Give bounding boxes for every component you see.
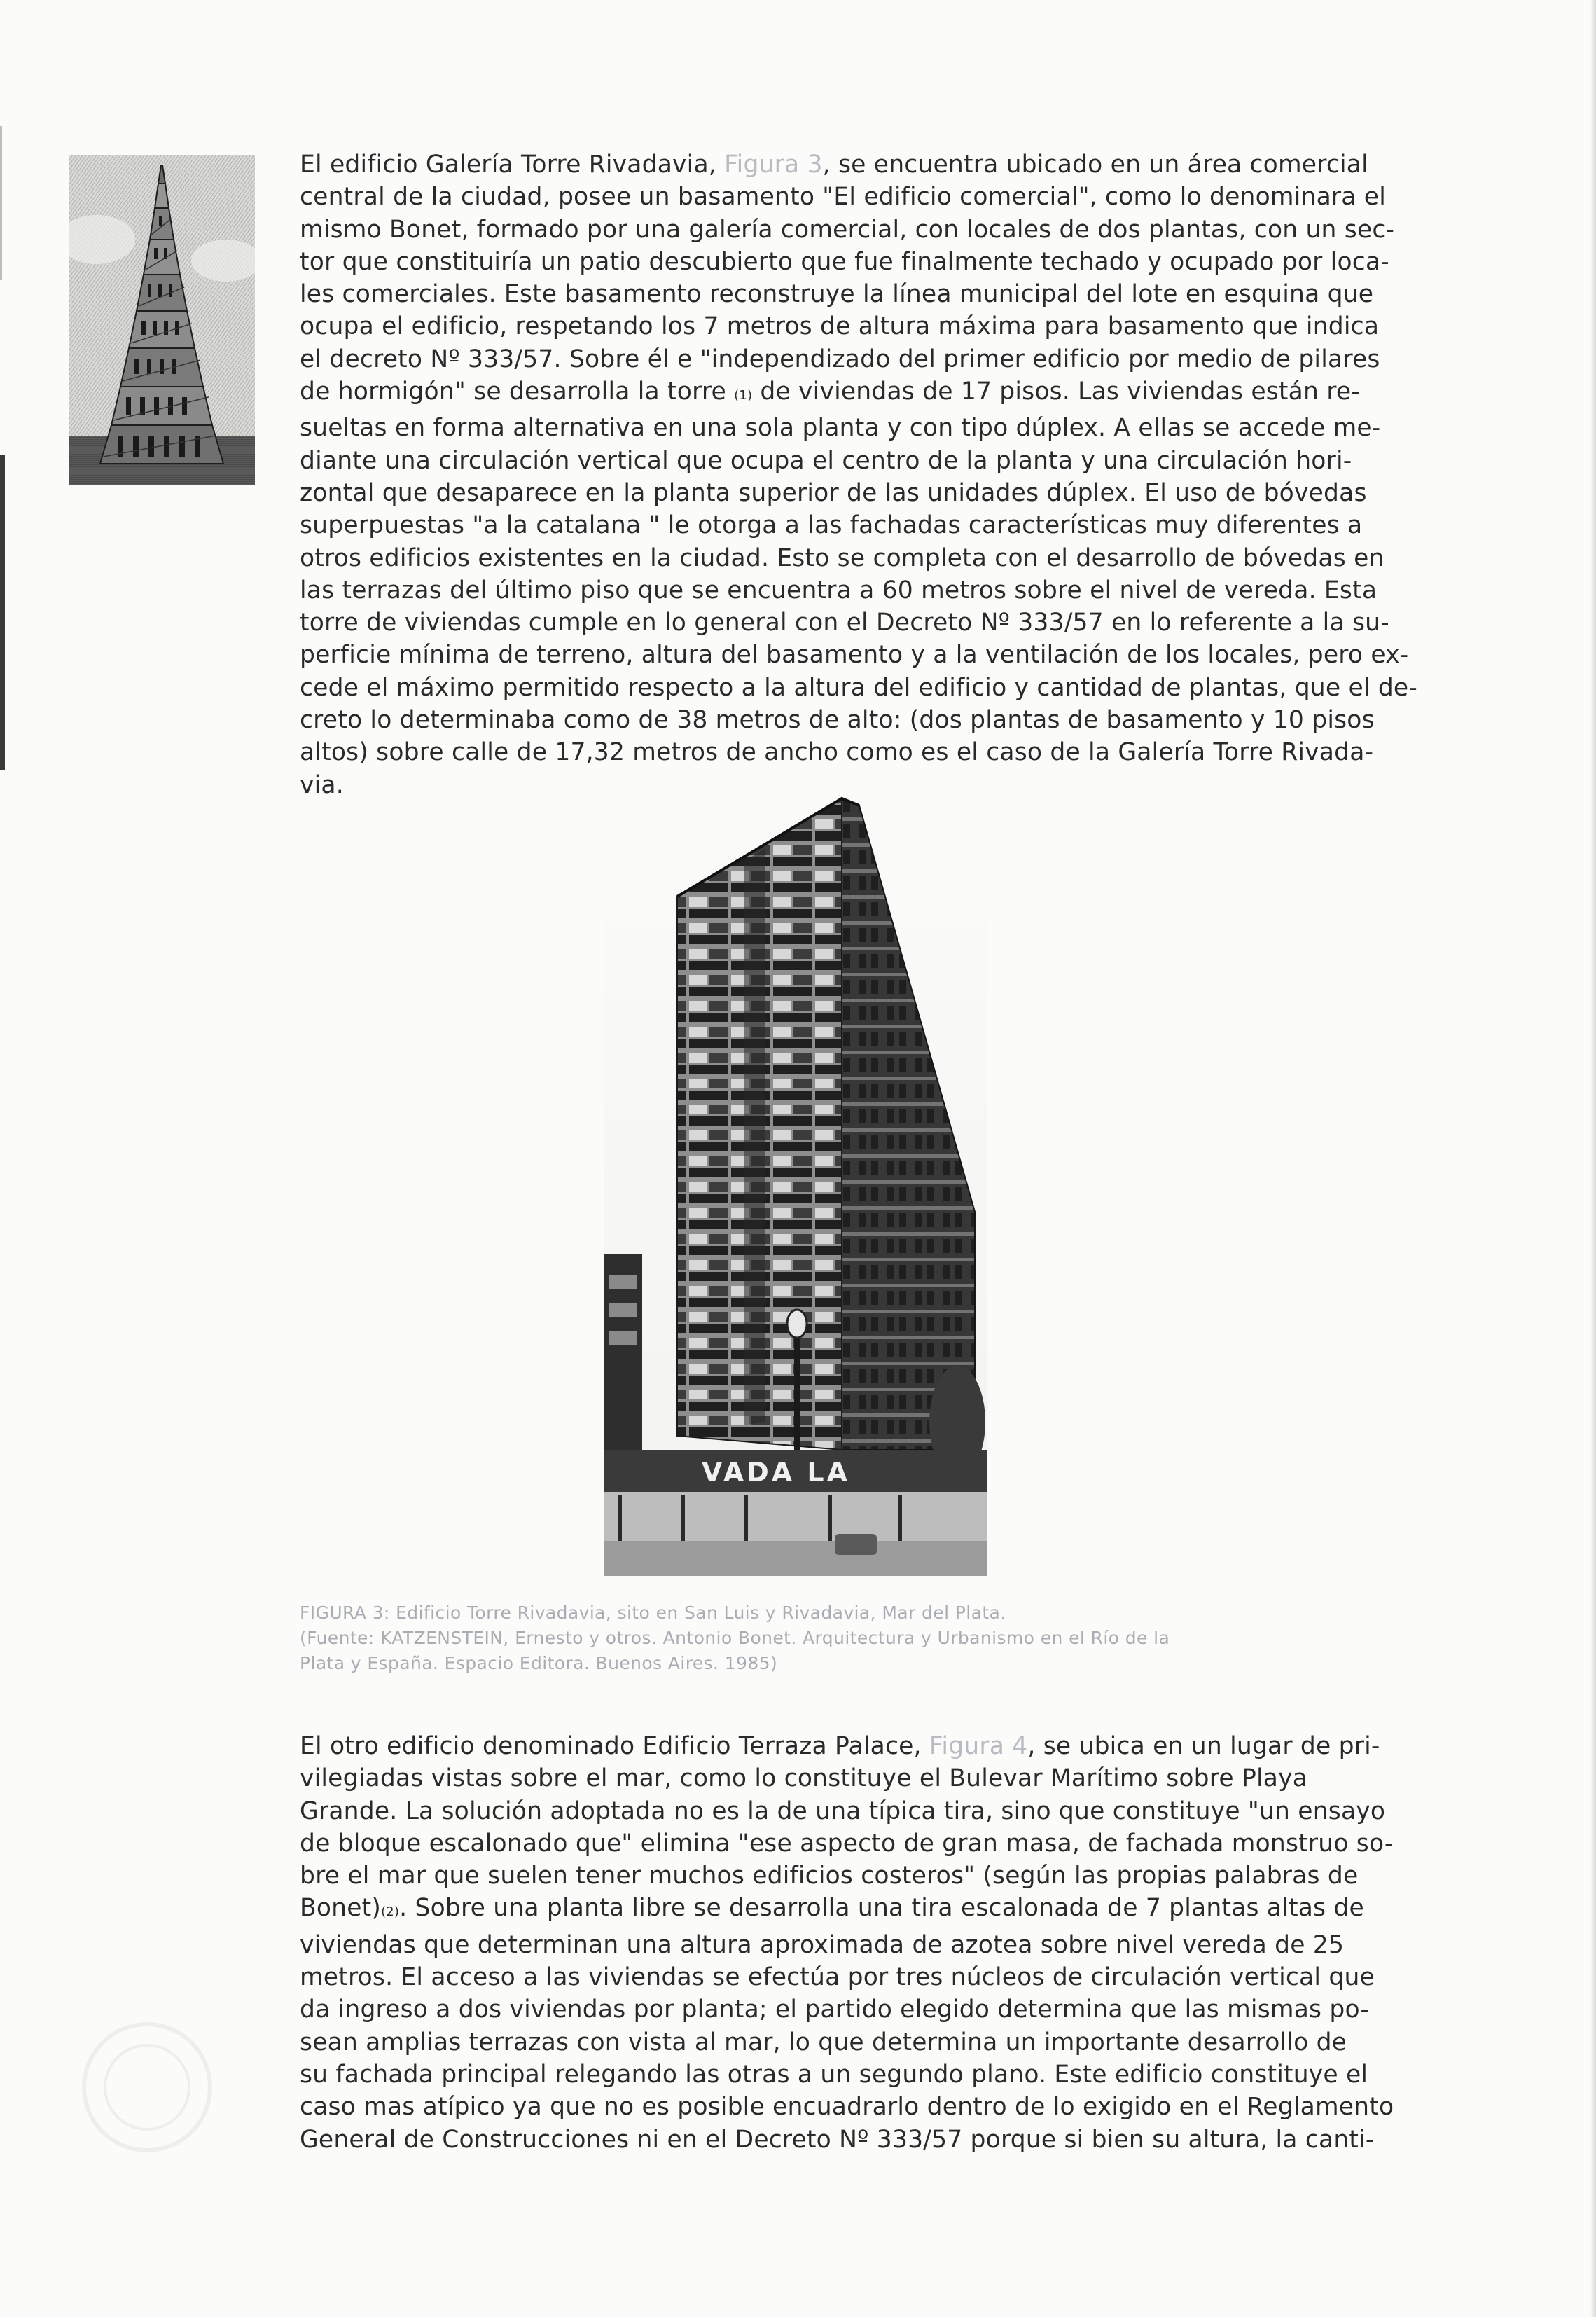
- text-line: El otro edificio denominado Edificio Terraza Palace, Figura 4, se ubica en un lugar de pri-: [300, 1732, 1380, 1760]
- building-signage: VADA LA: [702, 1457, 851, 1488]
- footnote-marker-2: (2): [381, 1904, 400, 1920]
- text-line: da ingreso a dos viviendas por planta; el partido elegido determina que las mismas po-: [300, 1996, 1370, 2024]
- text-line: viviendas que determinan una altura aproximada de azotea sobre nivel vereda de 25: [300, 1930, 1345, 1959]
- text-line: bre el mar que suelen tener muchos edificios costeros" (según las propias palabras de: [300, 1862, 1359, 1890]
- text-line: ocupa el edificio, respetando los 7 metros de altura máxima para basamento que indica: [300, 312, 1380, 341]
- text-line: otros edificios existentes en la ciudad. Esto se completa con el desarrollo de bóvedas en: [300, 544, 1385, 572]
- text-line: Grande. La solución adoptada no es la de una típica tira, sino que constituye "un ensayo: [300, 1797, 1386, 1825]
- text-line: El edificio Galería Torre Rivadavia, Figura 3, se encuentra ubicado en un área comercial: [300, 151, 1368, 179]
- figure-3-reference: Figura 3: [724, 151, 823, 179]
- figure-4-reference: Figura 4: [929, 1732, 1028, 1760]
- text-line: altos) sobre calle de 17,32 metros de ancho como es el caso de la Galería Torre Rivada-: [300, 738, 1374, 767]
- scan-binding-mark-light: [0, 126, 2, 280]
- text-line: General de Construcciones ni en el Decreto Nº 333/57 porque si bien su altura, la canti-: [300, 2125, 1375, 2154]
- text-line: zontal que desaparece en la planta superior de las unidades dúplex. El uso de bóvedas: [300, 478, 1367, 507]
- text-line: creto lo determinaba como de 38 metros de alto: (dos plantas de basamento y 10 pisos: [300, 706, 1375, 735]
- text-line: de bloque escalonado que" elimina "ese aspecto de gran masa, de fachada monstruo so-: [300, 1829, 1394, 1858]
- text-line: vilegiadas vistas sobre el mar, como lo constituye el Bulevar Marítimo sobre Playa: [300, 1764, 1308, 1793]
- text-line: metros. El acceso a las viviendas se efectúa por tres núcleos de circulación vertical que: [300, 1963, 1375, 1992]
- text-line: sueltas en forma alternativa en una sola planta y con tipo dúplex. A ellas se accede me-: [300, 414, 1381, 443]
- text-line: torre de viviendas cumple en lo general con el Decreto Nº 333/57 en lo referente a la su-: [300, 609, 1389, 637]
- text-line: via.: [300, 770, 344, 799]
- paragraph-terraza-palace: [300, 1730, 1394, 2156]
- paragraph-torre-rivadavia: [300, 148, 1417, 801]
- text-line: mismo Bonet, formado por una galería comercial, con locales de dos plantas, con un sec-: [300, 215, 1395, 244]
- text-line: tor que constituiría un patio descubierto que fue finalmente techado y ocupado por loca-: [300, 247, 1389, 276]
- text-line: les comerciales. Este basamento reconstruye la línea municipal del lote en esquina que: [300, 280, 1374, 309]
- caption-line: Plata y España. Espacio Editora. Buenos Aires. 1985): [300, 1653, 778, 1673]
- text-line: las terrazas del último piso que se encuentra a 60 metros sobre el nivel de vereda. Esta: [300, 576, 1378, 604]
- text-line: superpuestas "a la catalana " le otorga a las fachadas características muy diferentes a: [300, 511, 1363, 540]
- tower-of-babel-engraving: [69, 155, 255, 485]
- text-line: cede el máximo permitido respecto a la altura del edificio y cantidad de plantas, que el de-: [300, 673, 1417, 702]
- text-line: caso mas atípico ya que no es posible encuadrarlo dentro de lo exigido en el Reglamento: [300, 2093, 1394, 2122]
- figure-3-caption: [300, 1600, 1294, 1676]
- text-line: perficie mínima de terreno, altura del basamento y a la ventilación de los locales, pero ex-: [300, 641, 1409, 670]
- text-line: sean amplias terrazas con vista al mar, lo que determina un importante desarrollo de: [300, 2028, 1347, 2056]
- figure-3-torre-rivadavia-photo: [604, 791, 987, 1576]
- faint-seal-watermark: [77, 2017, 217, 2157]
- caption-line: (Fuente: KATZENSTEIN, Ernesto y otros. Antonio Bonet. Arquitectura y Urbanismo en el Río de la: [300, 1628, 1170, 1648]
- scan-binding-mark: [0, 455, 5, 770]
- page-edge-shadow: [1590, 0, 1596, 2317]
- text-line: de hormigón" se desarrolla la torre (1) de viviendas de 17 pisos. Las viviendas están re-: [300, 378, 1360, 406]
- text-line: el decreto Nº 333/57. Sobre él e "independizado del primer edificio por medio de pilares: [300, 345, 1380, 373]
- text-line: diante una circulación vertical que ocupa el centro de la planta y una circulación hori-: [300, 446, 1352, 475]
- footnote-marker-1: (1): [734, 388, 753, 403]
- text-line: central de la ciudad, posee un basamento "El edificio comercial", como lo denominara el: [300, 183, 1387, 212]
- caption-line: FIGURA 3: Edificio Torre Rivadavia, sito en San Luis y Rivadavia, Mar del Plata.: [300, 1603, 1006, 1623]
- text-line: Bonet)(2). Sobre una planta libre se desarrolla una tira escalonada de 7 plantas altas de: [300, 1894, 1364, 1923]
- text-line: su fachada principal relegando las otras a un segundo plano. Este edificio constituye el: [300, 2060, 1368, 2089]
